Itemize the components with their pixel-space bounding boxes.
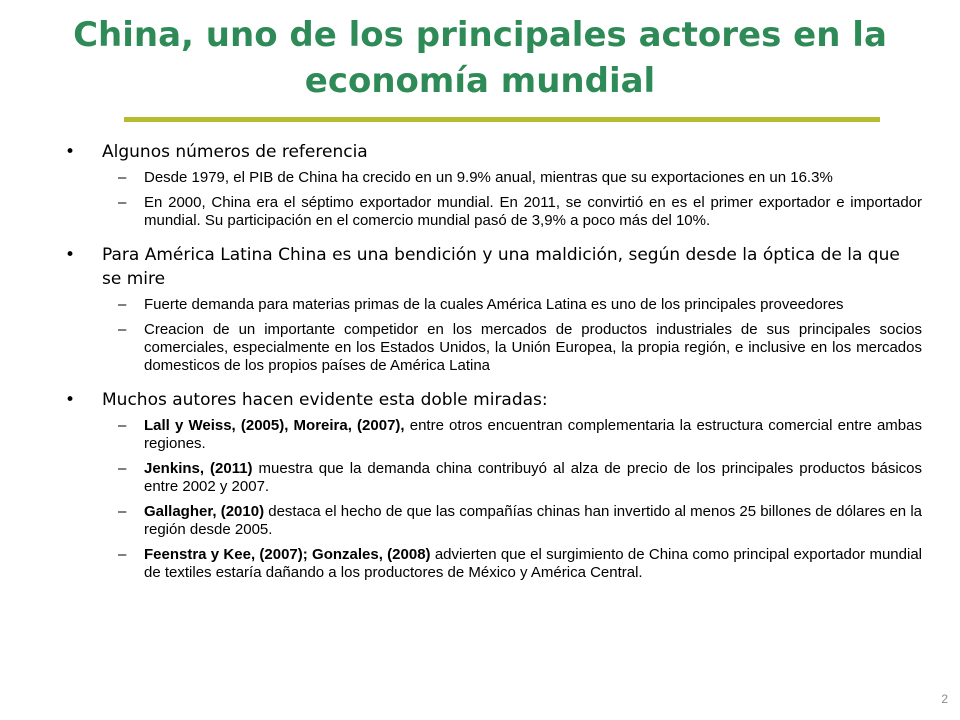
bullet-icon: • (65, 142, 76, 162)
sub-bullet-item (62, 169, 922, 187)
bullet-item (62, 243, 922, 291)
dash-icon: – (118, 546, 127, 563)
sub-bullet-item (62, 296, 922, 314)
title-underline (124, 117, 880, 122)
bullet-icon: • (65, 390, 76, 410)
bullet-item (62, 388, 922, 412)
sub-bullet-item (62, 194, 922, 230)
sub-bullet-item (62, 321, 922, 375)
sub-bullet-item (62, 460, 922, 496)
dash-icon: – (118, 194, 127, 211)
citation-authors: Lall y Weiss, (2005), Moreira, (2007), (144, 417, 405, 434)
citation-authors: Gallagher, (2010) (144, 503, 265, 520)
dash-icon: – (118, 296, 127, 313)
citation-authors: Feenstra y Kee, (2007); Gonzales, (2008) (144, 546, 431, 563)
bullet-text: Muchos autores hacen evidente esta doble miradas: (102, 390, 548, 410)
sub-bullet-item (62, 503, 922, 539)
sub-bullet-text: Desde 1979, el PIB de China ha crecido en un 9.9% anual, mientras que su exportaciones en un 16.3% (144, 169, 833, 186)
bullet-text: Algunos números de referencia (102, 142, 368, 162)
slide-content (62, 140, 922, 589)
sub-bullet-text: advierten que el surgimiento de China como principal exportador mundial de textiles estaría dañando a los productores de México y América Central. (144, 546, 922, 581)
dash-icon: – (118, 321, 127, 338)
sub-bullet-text: Fuerte demanda para materias primas de la cuales América Latina es uno de los principales proveedores (144, 296, 844, 313)
bullet-text: Para América Latina China es una bendición y una maldición, según desde la óptica de la que se mire (102, 245, 900, 289)
slide-title: China, uno de los principales actores en la economía mundial (73, 15, 887, 101)
dash-icon: – (118, 503, 127, 520)
sub-bullet-item (62, 417, 922, 453)
sub-bullet-text: destaca el hecho de que las compañías chinas han invertido al menos 25 billones de dólares en la región desde 2005. (144, 503, 922, 538)
citation-authors: Jenkins, (2011) (144, 460, 253, 477)
dash-icon: – (118, 460, 127, 477)
dash-icon: – (118, 417, 127, 434)
sub-bullet-text: muestra que la demanda china contribuyó al alza de precio de los principales productos básicos entre 2002 y 2007. (144, 460, 922, 495)
bullet-item (62, 140, 922, 164)
dash-icon: – (118, 169, 127, 186)
sub-bullet-text: entre otros encuentran complementaria la estructura comercial entre ambas regiones. (144, 417, 922, 452)
bullet-icon: • (65, 245, 76, 265)
sub-bullet-text: En 2000, China era el séptimo exportador mundial. En 2011, se convirtió en es el primer exportador e importador mundial. Su participación en el comercio mundial pasó de 3,9% a poco más del 10%. (144, 194, 922, 229)
sub-bullet-item (62, 546, 922, 582)
page-number: 2 (941, 692, 948, 706)
sub-bullet-text: Creacion de un importante competidor en los mercados de productos industriales de sus principales socios comerciales, especialmente en los Estados Unidos, la Unión Europea, la propia región, e inclusive en los mercados domesticos de los propios países de América Latina (144, 321, 922, 374)
